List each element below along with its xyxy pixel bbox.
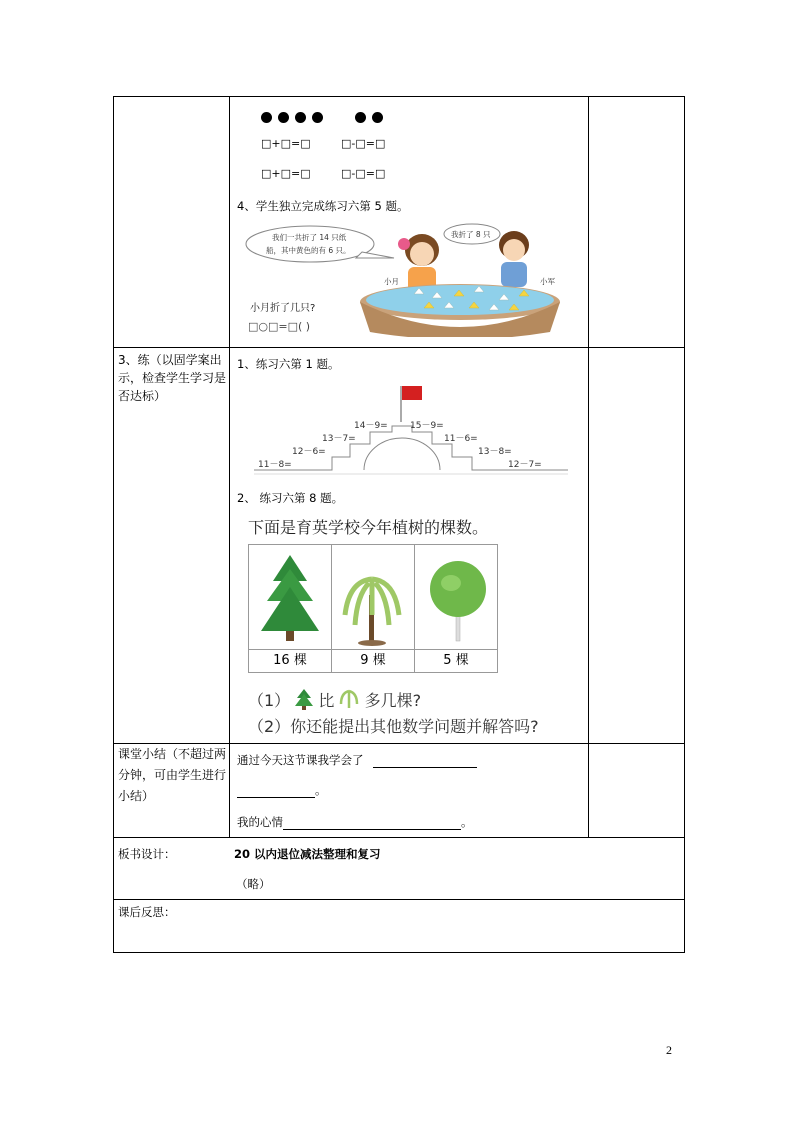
table-row-divider-3	[113, 837, 685, 838]
pine-tree-icon	[255, 553, 325, 645]
poplar-tree-icon	[427, 559, 489, 645]
reflection-label: 课后反思：	[118, 905, 176, 919]
tree-table	[248, 544, 498, 673]
period: 。	[315, 783, 327, 797]
bubble-right-text: 我折了 8 只	[451, 230, 491, 239]
table-row-divider-4	[113, 899, 685, 900]
summary-line2	[237, 782, 327, 798]
bridge-item: 15－9=	[410, 421, 444, 431]
table-border-left	[113, 96, 114, 953]
dot	[312, 112, 323, 123]
bridge-item: 14－9=	[354, 421, 388, 431]
question-text: 小月折了几只?	[250, 303, 316, 314]
pine-tree-icon	[295, 688, 313, 710]
q1-prefix: （1）	[248, 691, 291, 710]
name-left: 小月	[384, 277, 399, 286]
bridge-item: 11－8=	[258, 460, 292, 470]
dot	[372, 112, 383, 123]
tree-question-2: （2）你还能提出其他数学问题并解答吗?	[248, 717, 539, 736]
page-number: 2	[666, 1043, 672, 1057]
task1-text: 1、练习六第 1 题。	[237, 357, 340, 371]
bridge-item: 11－6=	[444, 434, 478, 444]
table-border-right	[684, 96, 685, 953]
tree-count: 16 棵	[273, 653, 307, 668]
blank-line[interactable]	[283, 829, 461, 830]
q1-mid: 比	[318, 691, 335, 710]
bridge-exercise	[252, 382, 572, 478]
blank-line[interactable]	[237, 797, 315, 798]
willow-tree-icon	[339, 565, 405, 647]
period: 。	[461, 815, 473, 829]
practice-label: 3、练（以固学案出示，检查学生学习是否达标）	[118, 353, 227, 403]
flag-icon	[402, 386, 422, 400]
equation-2b: □-□=□	[341, 167, 386, 180]
table-border-bottom	[113, 952, 685, 953]
tree-count: 5 棵	[443, 653, 469, 668]
dot	[295, 112, 306, 123]
bridge-item: 13－8=	[478, 447, 512, 457]
task4-text: 4、学生独立完成练习六第 5 题。	[237, 199, 409, 213]
dot	[278, 112, 289, 123]
table-border-top	[113, 96, 685, 97]
table-col-divider-1	[229, 96, 230, 838]
tree-title: 下面是育英学校今年植树的棵数。	[248, 518, 489, 537]
table-col-divider-2	[588, 96, 589, 838]
equation-2a: □+□=□	[261, 167, 311, 180]
summary-line3	[237, 814, 473, 830]
summary-line3-text: 我的心情	[237, 815, 283, 829]
dots-row	[261, 108, 389, 127]
blank-line[interactable]	[373, 767, 477, 768]
bubble-left-line1: 我们一共折了 14 只纸	[272, 233, 347, 242]
equation-1a: □+□=□	[261, 137, 311, 150]
willow-tree-icon	[339, 688, 359, 710]
summary-line1	[237, 752, 477, 768]
name-right: 小军	[540, 277, 555, 286]
dot	[261, 112, 272, 123]
summary-label: 课堂小结（不超过两分钟，可由学生进行小结）	[118, 747, 227, 803]
boats-illustration	[244, 222, 564, 337]
equation-1b: □-□=□	[341, 137, 386, 150]
q1-suffix: 多几棵?	[364, 691, 422, 710]
bridge-item: 13－7=	[322, 434, 356, 444]
board-label: 板书设计：	[118, 847, 176, 861]
tree-question-1	[248, 688, 421, 711]
answer-line: □○□=□( )	[248, 320, 311, 333]
table-row-divider-1	[113, 347, 685, 348]
board-title: 20 以内退位减法整理和复习	[234, 847, 381, 861]
task2-text: 2、 练习六第 8 题。	[237, 491, 344, 505]
bridge-item: 12－6=	[292, 447, 326, 457]
board-note: （略）	[236, 877, 271, 891]
dot	[355, 112, 366, 123]
bridge-item: 12－7=	[508, 460, 542, 470]
bubble-left-line2: 船，其中黄色的有 6 只。	[266, 246, 351, 255]
summary-line1-text: 通过今天这节课我学会了	[237, 753, 364, 767]
tree-count: 9 棵	[360, 653, 386, 668]
